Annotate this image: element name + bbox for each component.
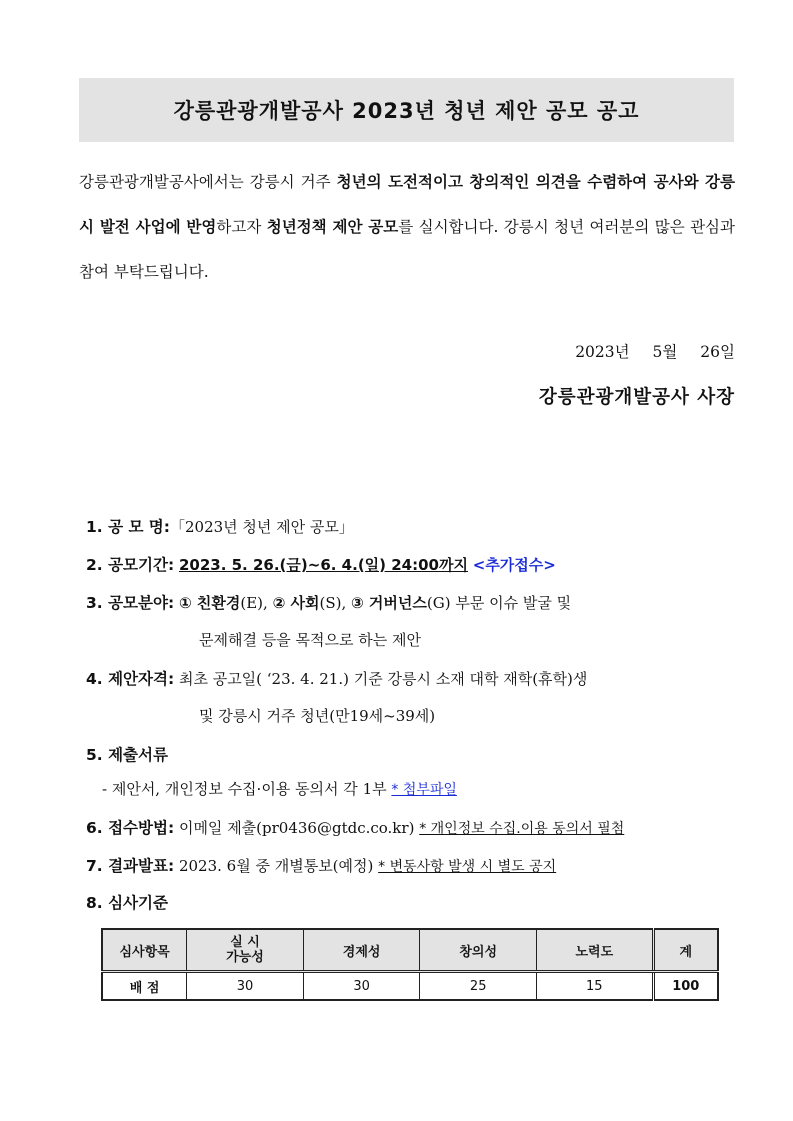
title-box: [79, 78, 734, 142]
item-label: 5. 제출서류: [86, 746, 168, 764]
period-text: 2023. 5. 26.(금)~6. 4.(일) 24:00까지: [178, 556, 468, 574]
item-label: 7. 결과발표:: [86, 857, 175, 875]
item-label: 4. 제안자격:: [86, 670, 175, 688]
item-results: [86, 854, 556, 876]
score-effort: 15: [537, 972, 654, 1001]
header-creativity: 창의성: [420, 929, 537, 972]
item-text: 2023. 6월 중 개별통보(예정): [178, 857, 374, 875]
intro-bold-1: 청년의 도전적이고 창의적인 의견을 수렴하여 공사와 강릉시 발전 사업에 반영: [79, 173, 735, 236]
submission-note: * 개인정보 수집.이용 동의서 필첨: [419, 821, 625, 837]
header-total: 계: [653, 929, 718, 972]
item-label: 1. 공 모 명:: [86, 518, 170, 536]
field-environment: ① 친환경: [178, 594, 241, 612]
header-feasibility-line2: 가능성: [226, 950, 264, 965]
announcement-date: 2023년 5월 26일: [575, 343, 735, 361]
score-feasibility: 30: [187, 972, 304, 1001]
results-note: * 변동사항 발생 시 별도 공지: [378, 859, 557, 875]
documents-text: - 제안서, 개인정보 수집·이용 동의서 각 1부: [102, 780, 387, 798]
table-header-row: [102, 929, 718, 972]
eligibility-continuation: 및 강릉시 거주 청년(만19세~39세): [199, 707, 436, 725]
page-title: 강릉관광개발공사 2023년 청년 제안 공모 공고: [173, 99, 640, 123]
row-label: 배 점: [102, 972, 187, 1001]
intro-text-2: 하고자: [216, 218, 267, 236]
intro-text-3: 를 실시합니다. 강릉시 청년 여러분의 많은 관심과 참여 부탁드립니다.: [79, 218, 735, 281]
field-continuation: 문제해결 등을 목적으로 하는 제안: [199, 631, 421, 649]
item-label: 6. 접수방법:: [86, 819, 175, 837]
item-label: 2. 공모기간:: [86, 556, 175, 574]
item-period: [86, 553, 556, 575]
additional-reception: <추가접수>: [472, 556, 556, 574]
documents-detail: [102, 778, 457, 799]
item-label: 3. 공모분야:: [86, 594, 175, 612]
header-feasibility-line1: 실 시: [230, 935, 260, 950]
item-label: 8. 심사기준: [86, 894, 168, 912]
field-governance: ③ 거버넌스: [351, 594, 427, 612]
item-documents: [86, 743, 168, 765]
score-economy: 30: [303, 972, 420, 1001]
field-social: ② 사회: [272, 594, 320, 612]
header-economy: 경제성: [303, 929, 420, 972]
intro-bold-2: 청년정책 제안 공모: [266, 218, 399, 236]
score-total: 100: [653, 972, 718, 1001]
intro-paragraph: [79, 160, 735, 295]
item-text: 이메일 제출(pr0436@gtdc.co.kr): [178, 819, 415, 837]
item-field: [86, 591, 571, 613]
item-text: 최초 공고일( ‘23. 4. 21.) 기준 강릉시 소재 대학 재학(휴학)생: [178, 670, 588, 688]
header-effort: 노력도: [537, 929, 654, 972]
attachment-link[interactable]: * 첨부파일: [391, 782, 457, 798]
item-criteria: [86, 891, 168, 913]
header-feasibility: [187, 929, 304, 972]
header-criteria: 심사항목: [102, 929, 187, 972]
intro-text-1: 강릉관광개발공사에서는 강릉시 거주: [79, 173, 337, 191]
issuer-name: 강릉관광개발공사 사장: [538, 387, 735, 408]
table-row: [102, 972, 718, 1001]
item-contest-name: [86, 515, 354, 537]
field-governance-code: (G) 부문 이슈 발굴 및: [426, 594, 572, 612]
item-text: 「2023년 청년 제안 공모」: [169, 518, 354, 536]
item-eligibility: [86, 667, 587, 689]
field-environment-code: (E),: [240, 594, 268, 612]
field-social-code: (S),: [319, 594, 347, 612]
criteria-table: [101, 928, 719, 1001]
item-submission: [86, 816, 624, 838]
score-creativity: 25: [420, 972, 537, 1001]
